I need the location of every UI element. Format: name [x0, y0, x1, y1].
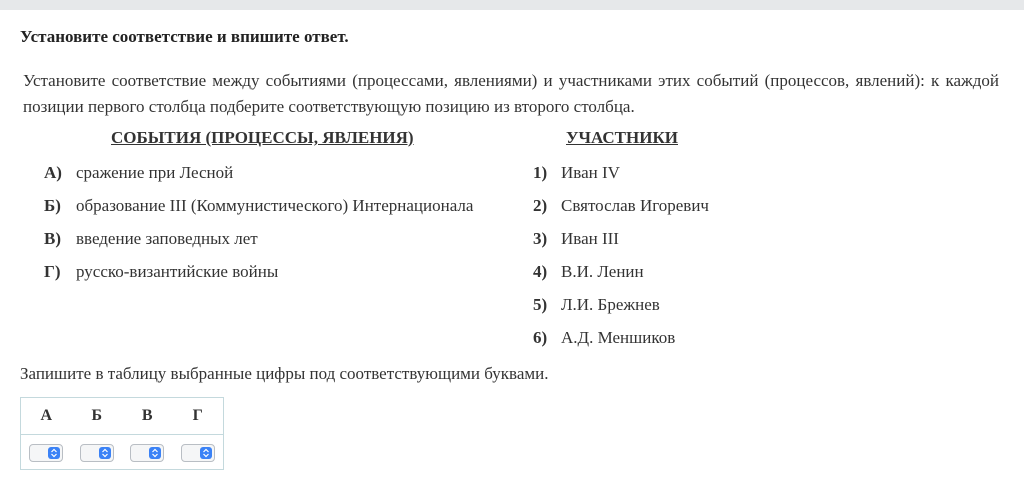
answer-table: [20, 397, 224, 470]
answer-cell-a: [21, 444, 72, 462]
answer-select-v[interactable]: [130, 444, 164, 462]
event-text: русско-византийские войны: [76, 262, 279, 281]
participant-text: Святослав Игоревич: [561, 196, 709, 215]
select-arrows-icon: [48, 447, 60, 459]
participants-column-title: УЧАСТНИКИ: [566, 128, 678, 147]
participant-key: 2): [533, 196, 548, 215]
answer-table-header: [21, 398, 223, 435]
event-item: [44, 196, 473, 216]
select-arrows-icon: [200, 447, 212, 459]
participant-item: [533, 262, 644, 282]
event-key: В): [44, 229, 61, 248]
event-item: [44, 262, 278, 282]
answer-instruction: Запишите в таблицу выбранные цифры под соответствующими буквами.: [20, 364, 549, 383]
participant-item: [533, 196, 709, 216]
event-text: сражение при Лесной: [76, 163, 234, 182]
participant-text: В.И. Ленин: [561, 262, 644, 281]
top-bar: [0, 0, 1024, 10]
participant-key: 1): [533, 163, 548, 182]
answer-select-g[interactable]: [181, 444, 215, 462]
answer-cell-g: [173, 444, 224, 462]
answer-header-a: А: [40, 407, 53, 424]
event-text: введение заповедных лет: [76, 229, 258, 248]
participant-item: [533, 229, 619, 249]
event-item: [44, 163, 233, 183]
answer-cell-v: [122, 444, 173, 462]
select-arrows-icon: [149, 447, 161, 459]
participant-key: 4): [533, 262, 548, 281]
answer-cell-b: [72, 444, 123, 462]
events-column-title: СОБЫТИЯ (ПРОЦЕССЫ, ЯВЛЕНИЯ): [111, 128, 414, 147]
answer-header-b: Б: [91, 407, 103, 424]
answer-header-v: В: [141, 407, 153, 424]
participant-text: Л.И. Брежнев: [561, 295, 660, 314]
participant-item: [533, 328, 675, 348]
participant-item: [533, 295, 660, 315]
participant-key: 5): [533, 295, 548, 314]
answer-select-b[interactable]: [80, 444, 114, 462]
participant-item: [533, 163, 620, 183]
event-key: А): [44, 163, 62, 182]
answer-select-a[interactable]: [29, 444, 63, 462]
answer-header-g: Г: [192, 407, 203, 424]
participant-text: Иван III: [561, 229, 619, 248]
task-intro: Установите соответствие между событиями (процессами, явлениями) и участниками этих событий (процессов, явлений): к каждой позиции первого столбца подберите соответствующую позицию из второго столбца.: [23, 71, 999, 116]
event-key: Г): [44, 262, 61, 281]
participant-text: Иван IV: [561, 163, 620, 182]
select-arrows-icon: [99, 447, 111, 459]
event-item: [44, 229, 258, 249]
participant-text: А.Д. Меншиков: [561, 328, 676, 347]
task-heading: Установите соответствие и впишите ответ.: [20, 27, 349, 46]
participant-key: 6): [533, 328, 548, 347]
event-key: Б): [44, 196, 61, 215]
event-text: образование III (Коммунистического) Интернационала: [76, 196, 474, 215]
answer-table-row: [21, 435, 223, 470]
participant-key: 3): [533, 229, 548, 248]
